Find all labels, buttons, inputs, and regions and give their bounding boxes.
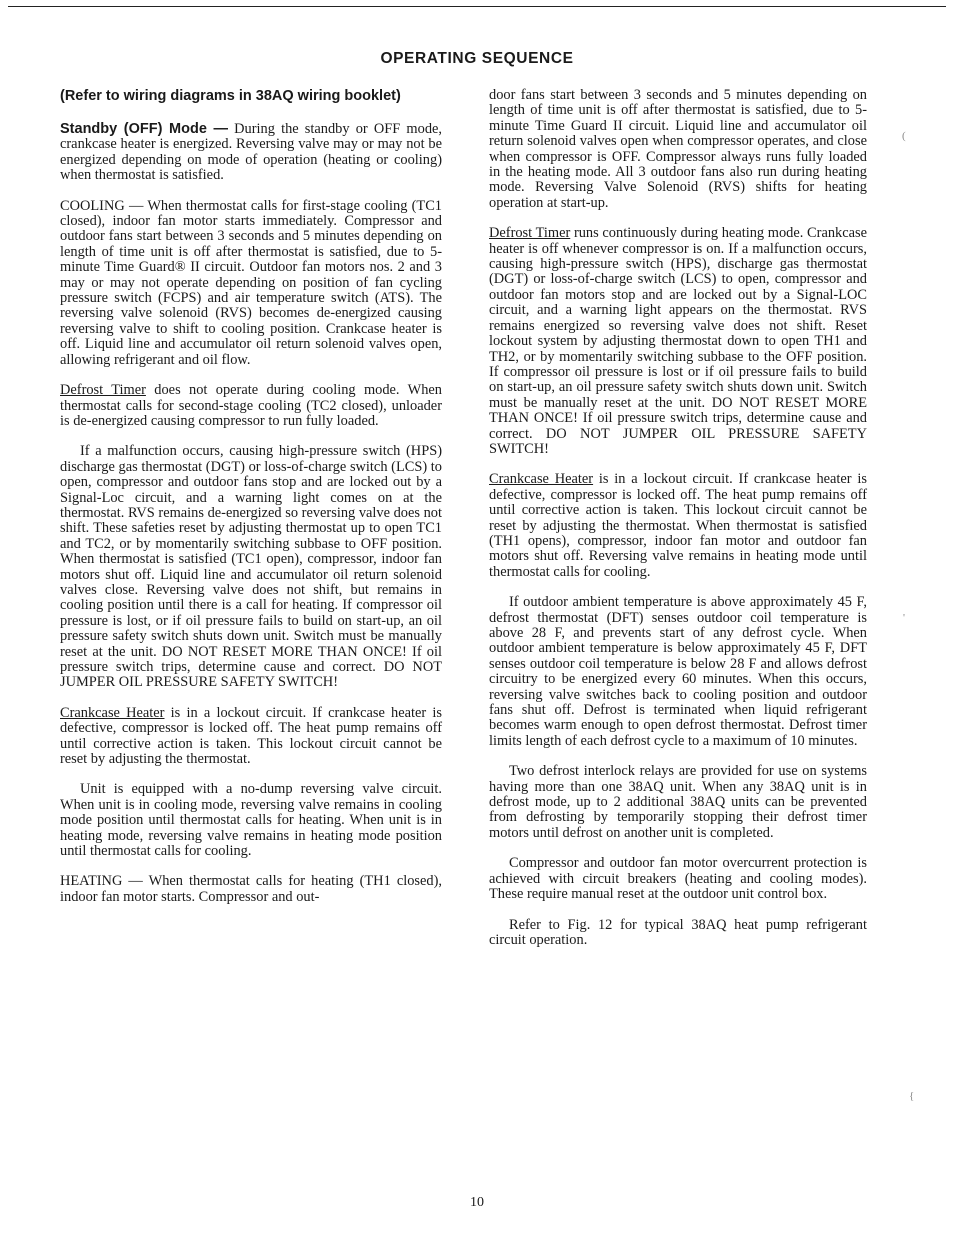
defrost-timer-heating-lead: Defrost Timer xyxy=(489,225,571,242)
scan-mark: ' xyxy=(903,612,905,624)
crankcase-heating-lead: Crankcase Heater xyxy=(489,471,594,488)
figure-reference-paragraph: Refer to Fig. 12 for typical 38AQ heat pump refrigerant circuit operation. xyxy=(489,916,867,948)
heating-continued-paragraph: door fans start between 3 seconds and 5 minutes depending on length of time unit is off after thermostat is satisfied, due to 5-minute Time Guard II circuit. Liquid line and accumulator oil return solenoid valves open when compressor operates, and close when compressor is OFF. Compressor always runs fully loaded in the heating mode. All 3 outdoor fans also run during heating mode. Reversing Valve Solenoid (RVS) shifts for heating operation at start-up. xyxy=(489,87,867,211)
crankcase-lead: Crankcase Heater xyxy=(60,704,165,721)
overcurrent-paragraph: Compressor and outdoor fan motor overcurrent protection is achieved with circuit breakers (heating and cooling modes). These require manual reset at the outdoor unit control box. xyxy=(489,855,867,903)
top-rule xyxy=(8,6,946,7)
defrost-timer-text: does not operate during cooling mode. When thermostat calls for second-stage cooling (TC2 closed), unloader is de-energized causing compressor to run fully loaded. xyxy=(60,382,442,429)
interlock-paragraph: Two defrost interlock relays are provided for use on systems having more than one 38AQ unit. When any 38AQ unit is in defrost mode, up to 2 additional 38AQ units can be prevented from defrosting by temporarily stopping their defrost timer motors until defrost on another unit is completed. xyxy=(489,763,867,841)
ambient-paragraph: If outdoor ambient temperature is above approximately 45 F, defrost thermostat (DFT) senses outdoor coil temperature is above 28 F, and prevents start of any defrost cycle. When outdoor ambient temperature is below approximately 45 F, DFT senses outdoor coil temperature is below 28 F and allows defrost circuitry to be energized every 60 minutes. When this occurs, reversing valve switches back to cooling position and outdoor fans shut off. Defrost is terminated when liquid refrigerant becomes warm enough to open defrost thermostat. Defrost timer limits length of each defrost cycle to a maximum of 10 minutes. xyxy=(489,594,867,749)
defrost-timer-paragraph xyxy=(60,383,442,429)
defrost-timer-heating-text: runs continuously during heating mode. Crankcase heater is off whenever compressor is on. If a malfunction occurs, causing high-pressure switch (HPS), discharge gas thermostat (DGT) or loss-of-charge switch (LCS) to open, compressor and outdoor fan motors stop and are locked out by a Signal-LOC circuit, and a warning light appears on the thermostat. RVS remains energized so reversing valve does not shift. Reset lockout system by adjusting thermostat down to open TH1 and TH2, or by momentarily switching subbase to the OFF position. If compressor oil pressure is lost or if oil pressure fails to build on start-up, an oil pressure safety switch shuts down unit. Switch must be manually reset at the unit. DO NOT RESET MORE THAN ONCE! If oil pressure switch trips, determine cause and correct. DO NOT JUMPER OIL PRESSURE SAFETY SWITCH! xyxy=(489,225,867,457)
crankcase-heating-text: is in a lockout circuit. If crankcase heater is defective, compressor is locked off. The heat pump remains off until corrective action is taken. This lockout circuit cannot be reset by adjusting the thermostat. When thermostat is satisfied (TH1 opens), compressor, indoor fan motor and outdoor fan motors shut off. Reversing valve remains in heating mode until thermostat calls for cooling. xyxy=(489,471,867,580)
no-dump-paragraph: Unit is equipped with a no-dump reversing valve circuit. When unit is in cooling mode, reversing valve remains in cooling mode position until thermostat calls for heating. When unit is in heating mode, reversing valve remains in heating mode position until thermostat calls for cooling. xyxy=(60,781,442,860)
left-column xyxy=(60,88,442,920)
heating-paragraph: HEATING — When thermostat calls for heating (TH1 closed), indoor fan motor starts. Compressor and out- xyxy=(60,873,442,905)
crankcase-paragraph xyxy=(60,706,442,768)
defrost-timer-lead: Defrost Timer xyxy=(60,382,146,399)
standby-lead: Standby (OFF) Mode — xyxy=(60,121,228,137)
page-title: OPERATING SEQUENCE xyxy=(380,50,574,67)
crankcase-text: is in a lockout circuit. If crankcase heater is defective, compressor is locked off. The heat pump remains off until corrective action is taken. This lockout circuit cannot be reset by adjusting the thermostat. xyxy=(60,704,442,768)
right-column xyxy=(489,88,867,963)
malfunction-paragraph: If a malfunction occurs, causing high-pressure switch (HPS) discharge gas thermostat (DGT) or loss-of-charge switch (LCS) to open, compressor and outdoor fans stop and are locked out by a Signal-Loc circuit, and a warning light comes on at the thermostat. RVS remains de-energized so reversing valve does not shift. These safeties reset by adjusting thermostat up to open TC1 and TC2, or by momentarily switching subbase to OFF position. When thermostat is satisfied (TC1 open), compressor, indoor fan motors shut off. Liquid line and accumulator oil return solenoid valves close. Reversing valve does not shift, but remains in cooling position until there is a call for heating. If compressor oil pressure is lost, or if oil pressure fails to build on start-up, an oil pressure safety switch shuts down unit. Switch must be manually reset at the unit. DO NOT RESET MORE THAN ONCE! If oil pressure switch trips, determine cause and correct. DO NOT JUMPER OIL PRESSURE SAFETY SWITCH! xyxy=(60,443,442,691)
standby-paragraph xyxy=(60,122,442,184)
scan-mark: { xyxy=(909,1090,915,1102)
section-subhead: (Refer to wiring diagrams in 38AQ wiring booklet) xyxy=(60,88,401,104)
cooling-paragraph: COOLING — When thermostat calls for first-stage cooling (TC1 closed), indoor fan motor starts immediately. Compressor and outdoor fans start between 3 seconds and 5 minutes depending on length of time unit is off after thermostat is satisfied, due to 5-minute Time Guard® II circuit. Outdoor fan motors nos. 2 and 3 may or may not operate depending on position of fan cycling pressure switch (FCPS) and air temperature switch (ATS). The reversing valve solenoid (RVS) becomes de-energized causing reversing valve to shift to cooling position. Crankcase heater is off. Liquid line and accumulator oil return solenoid valves open, allowing refrigerant and oil flow. xyxy=(60,197,442,368)
defrost-timer-heating-paragraph xyxy=(489,226,867,457)
page-number: 10 xyxy=(470,1195,484,1210)
scan-mark: ( xyxy=(902,130,906,142)
standby-text: During the standby or OFF mode, crankcase heater is energized. Reversing valve may or may not be energized depending on mode of operation (heating or cooling) when thermostat is satisfied. xyxy=(60,121,442,184)
crankcase-heating-paragraph xyxy=(489,472,867,580)
